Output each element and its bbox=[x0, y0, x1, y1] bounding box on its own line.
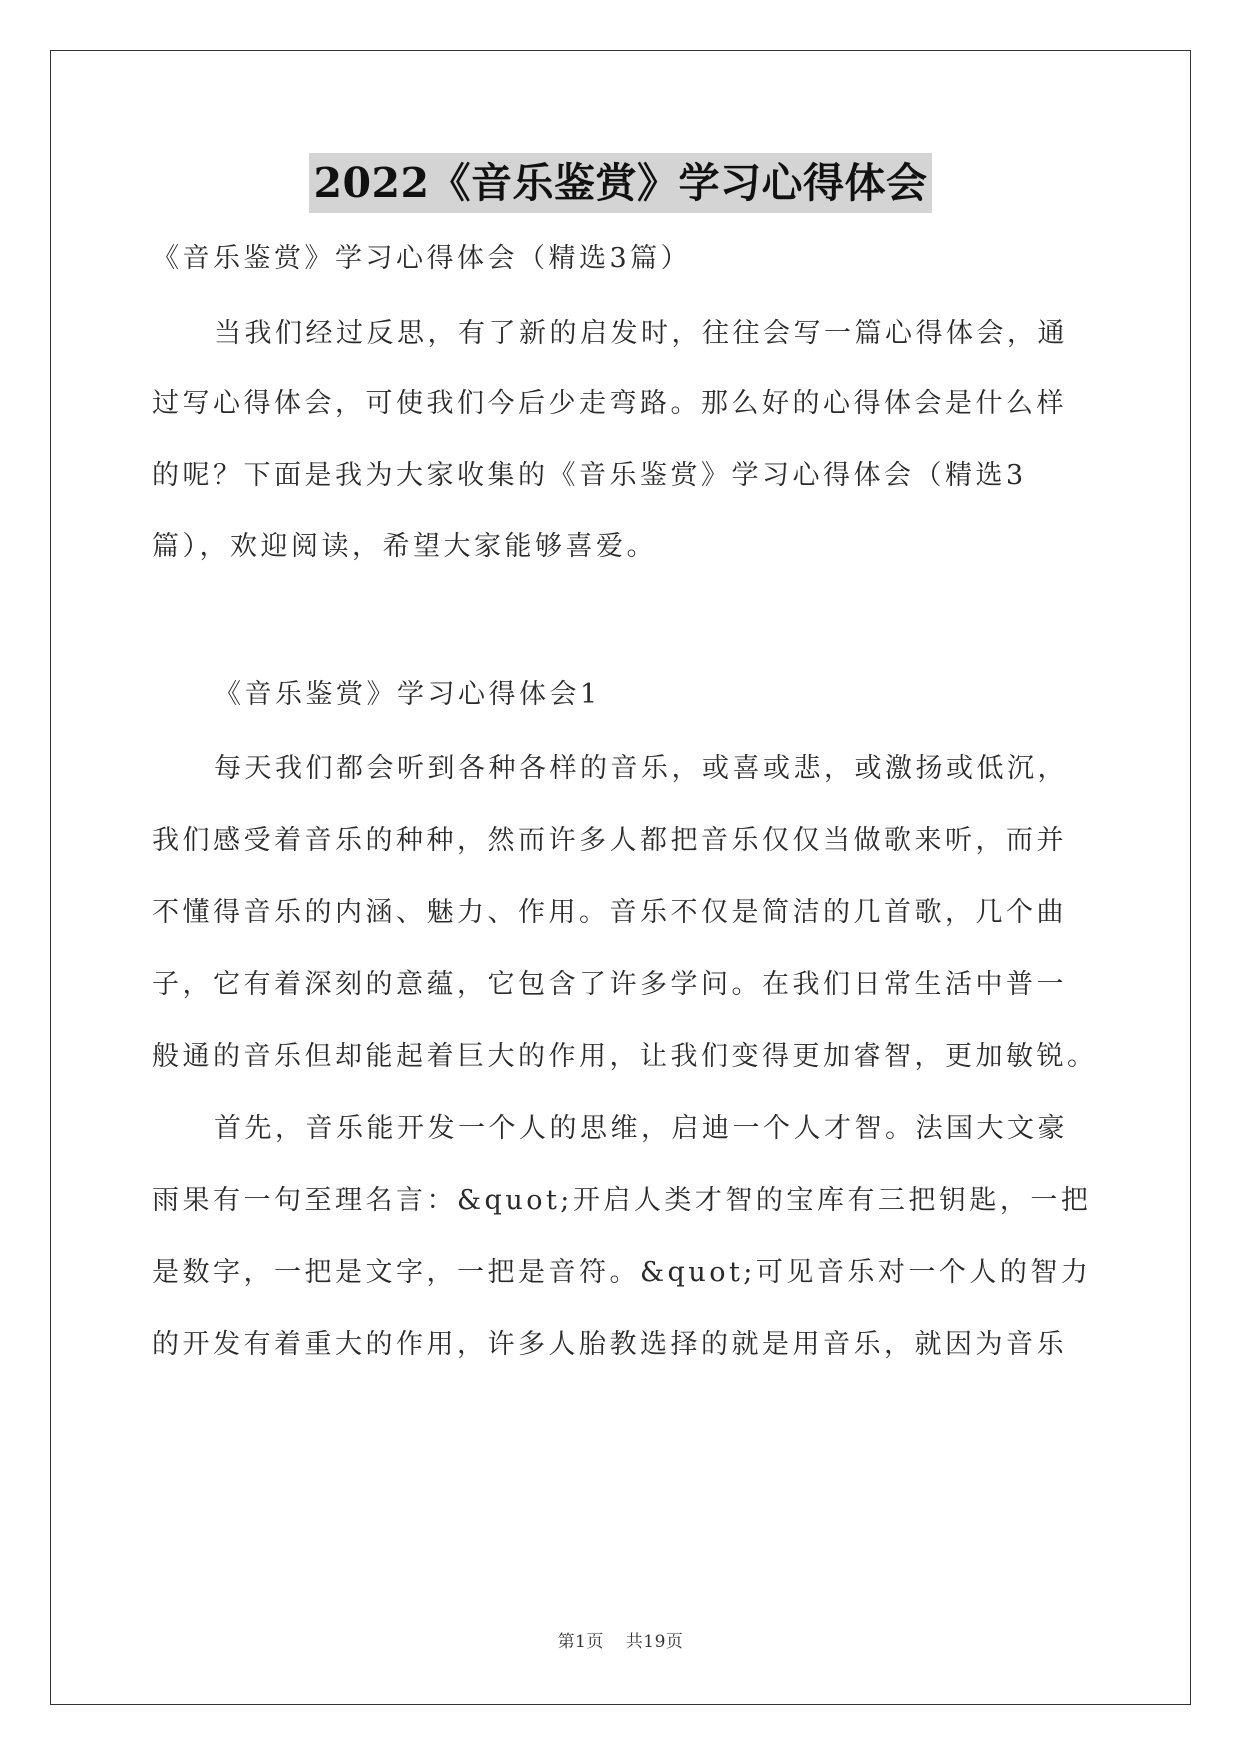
paragraph2-line: 雨果有一句至理名言：&quot;开启人类才智的宝库有三把钥匙，一把 bbox=[152, 1185, 1092, 1216]
section-heading: 《音乐鉴赏》学习心得体会1 bbox=[214, 679, 601, 710]
page-total: 共19页 bbox=[625, 1632, 684, 1652]
page-number: 第1页 bbox=[557, 1632, 604, 1652]
document-subtitle: 《音乐鉴赏》学习心得体会（精选3篇） bbox=[152, 243, 692, 274]
intro-line: 过写心得体会，可使我们今后少走弯路。那么好的心得体会是什么样 bbox=[152, 388, 1067, 419]
intro-line: 篇），欢迎阅读，希望大家能够喜爱。 bbox=[152, 531, 657, 562]
paragraph2-line: 是数字，一把是文字，一把是音符。&quot;可见音乐对一个人的智力 bbox=[152, 1257, 1092, 1288]
intro-line: 的呢？下面是我为大家收集的《音乐鉴赏》学习心得体会（精选3 bbox=[152, 460, 1027, 491]
paragraph1-line: 般通的音乐但却能起着巨大的作用，让我们变得更加睿智，更加敏锐。 bbox=[152, 1041, 1098, 1072]
paragraph2-line: 的开发有着重大的作用，许多人胎教选择的就是用音乐，就因为音乐 bbox=[152, 1329, 1067, 1360]
intro-line: 当我们经过反思，有了新的启发时，往往会写一篇心得体会，通 bbox=[214, 318, 1068, 349]
title-container bbox=[0, 153, 1241, 213]
page-frame bbox=[50, 50, 1191, 1705]
document-title: 2022《音乐鉴赏》学习心得体会 bbox=[309, 153, 931, 213]
paragraph1-line: 每天我们都会听到各种各样的音乐，或喜或悲，或激扬或低沉， bbox=[214, 753, 1068, 784]
paragraph1-line: 不懂得音乐的内涵、魅力、作用。音乐不仅是简洁的几首歌，几个曲 bbox=[152, 897, 1067, 928]
paragraph2-line: 首先，音乐能开发一个人的思维，启迪一个人才智。法国大文豪 bbox=[214, 1113, 1068, 1144]
page-footer bbox=[0, 1627, 1241, 1652]
paragraph1-line: 我们感受着音乐的种种，然而许多人都把音乐仅仅当做歌来听，而并 bbox=[152, 825, 1067, 856]
paragraph1-line: 子，它有着深刻的意蕴，它包含了许多学问。在我们日常生活中普一 bbox=[152, 969, 1067, 1000]
